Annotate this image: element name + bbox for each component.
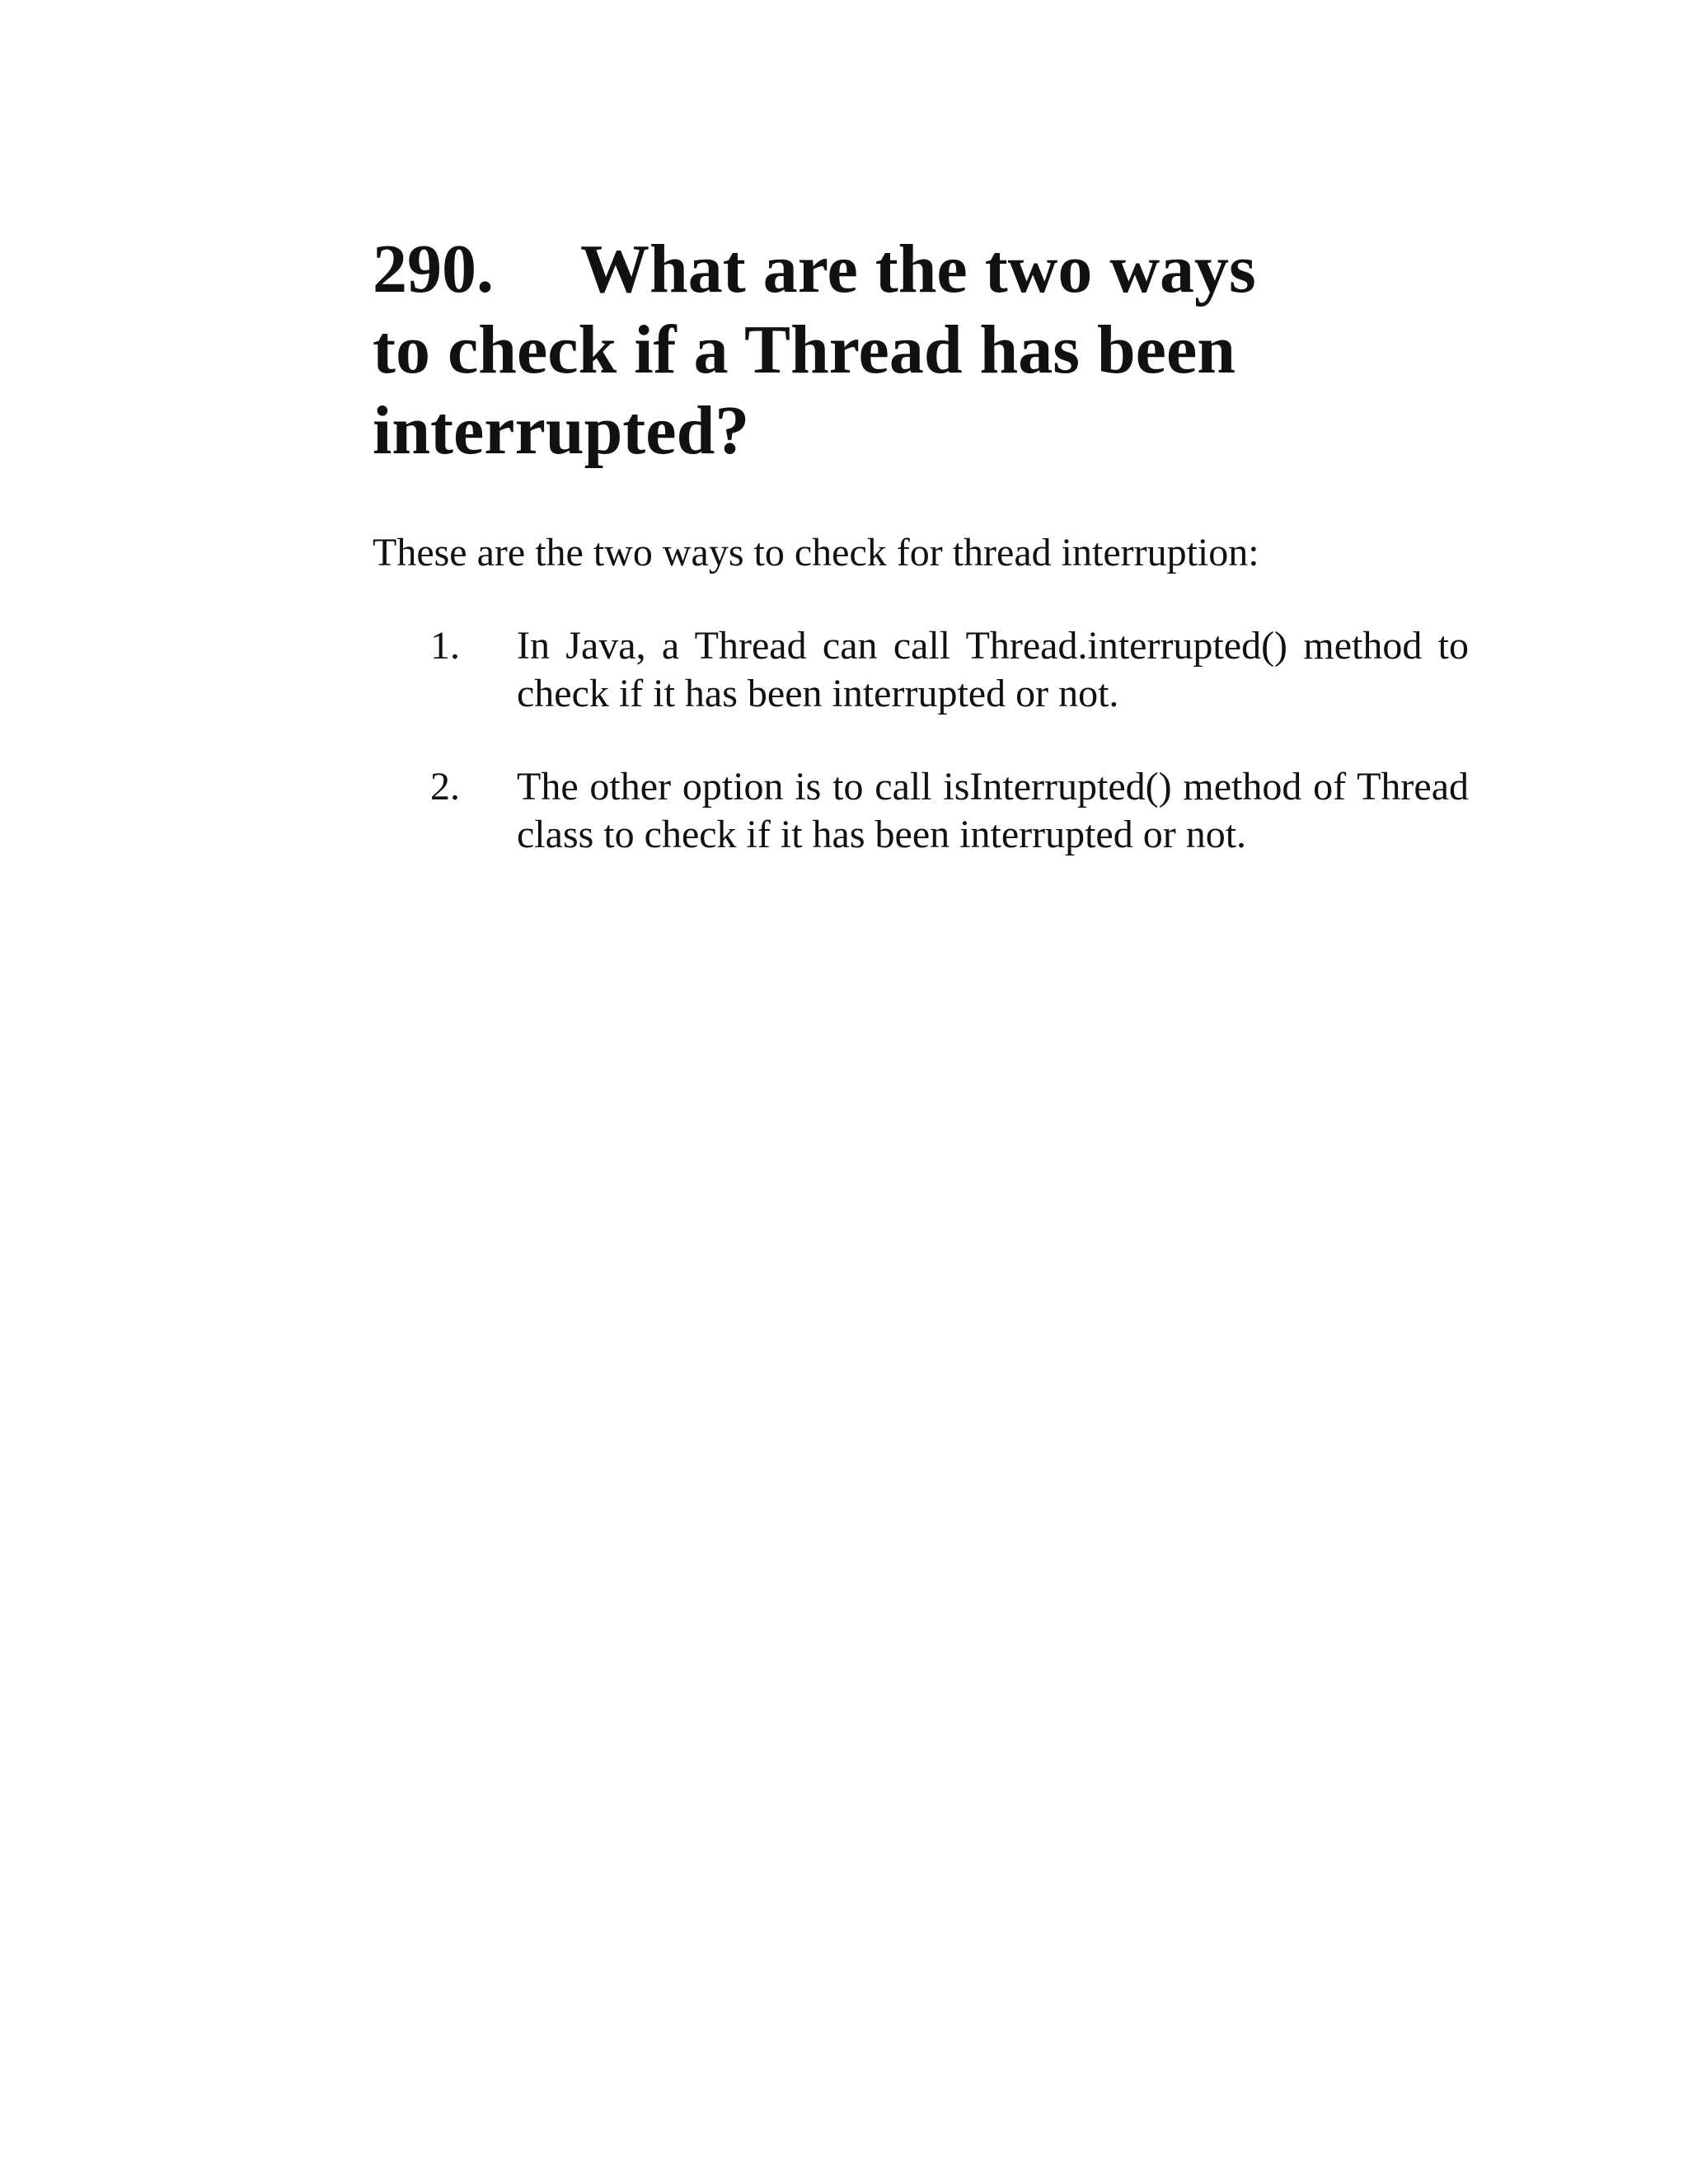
answer-list bbox=[373, 622, 1469, 859]
intro-paragraph: These are the two ways to check for thread interruption: bbox=[373, 531, 1259, 574]
list-item-text: The other option is to call isInterrupted() method of Thread class to check if it has been interrupted or not. bbox=[517, 765, 1469, 856]
list-item-number: 1. bbox=[430, 624, 460, 668]
list-item-number: 2. bbox=[430, 765, 460, 808]
question-heading bbox=[373, 229, 1329, 471]
list-item-text: In Java, a Thread can call Thread.interrupted() method to check if it has been interrupted or not. bbox=[517, 624, 1469, 715]
list-item bbox=[373, 622, 1469, 718]
question-title: What are the two ways to check if a Thread has been interrupted? bbox=[373, 231, 1256, 469]
list-item bbox=[373, 763, 1469, 859]
question-number: 290. bbox=[373, 231, 494, 307]
document-page bbox=[373, 229, 1469, 904]
